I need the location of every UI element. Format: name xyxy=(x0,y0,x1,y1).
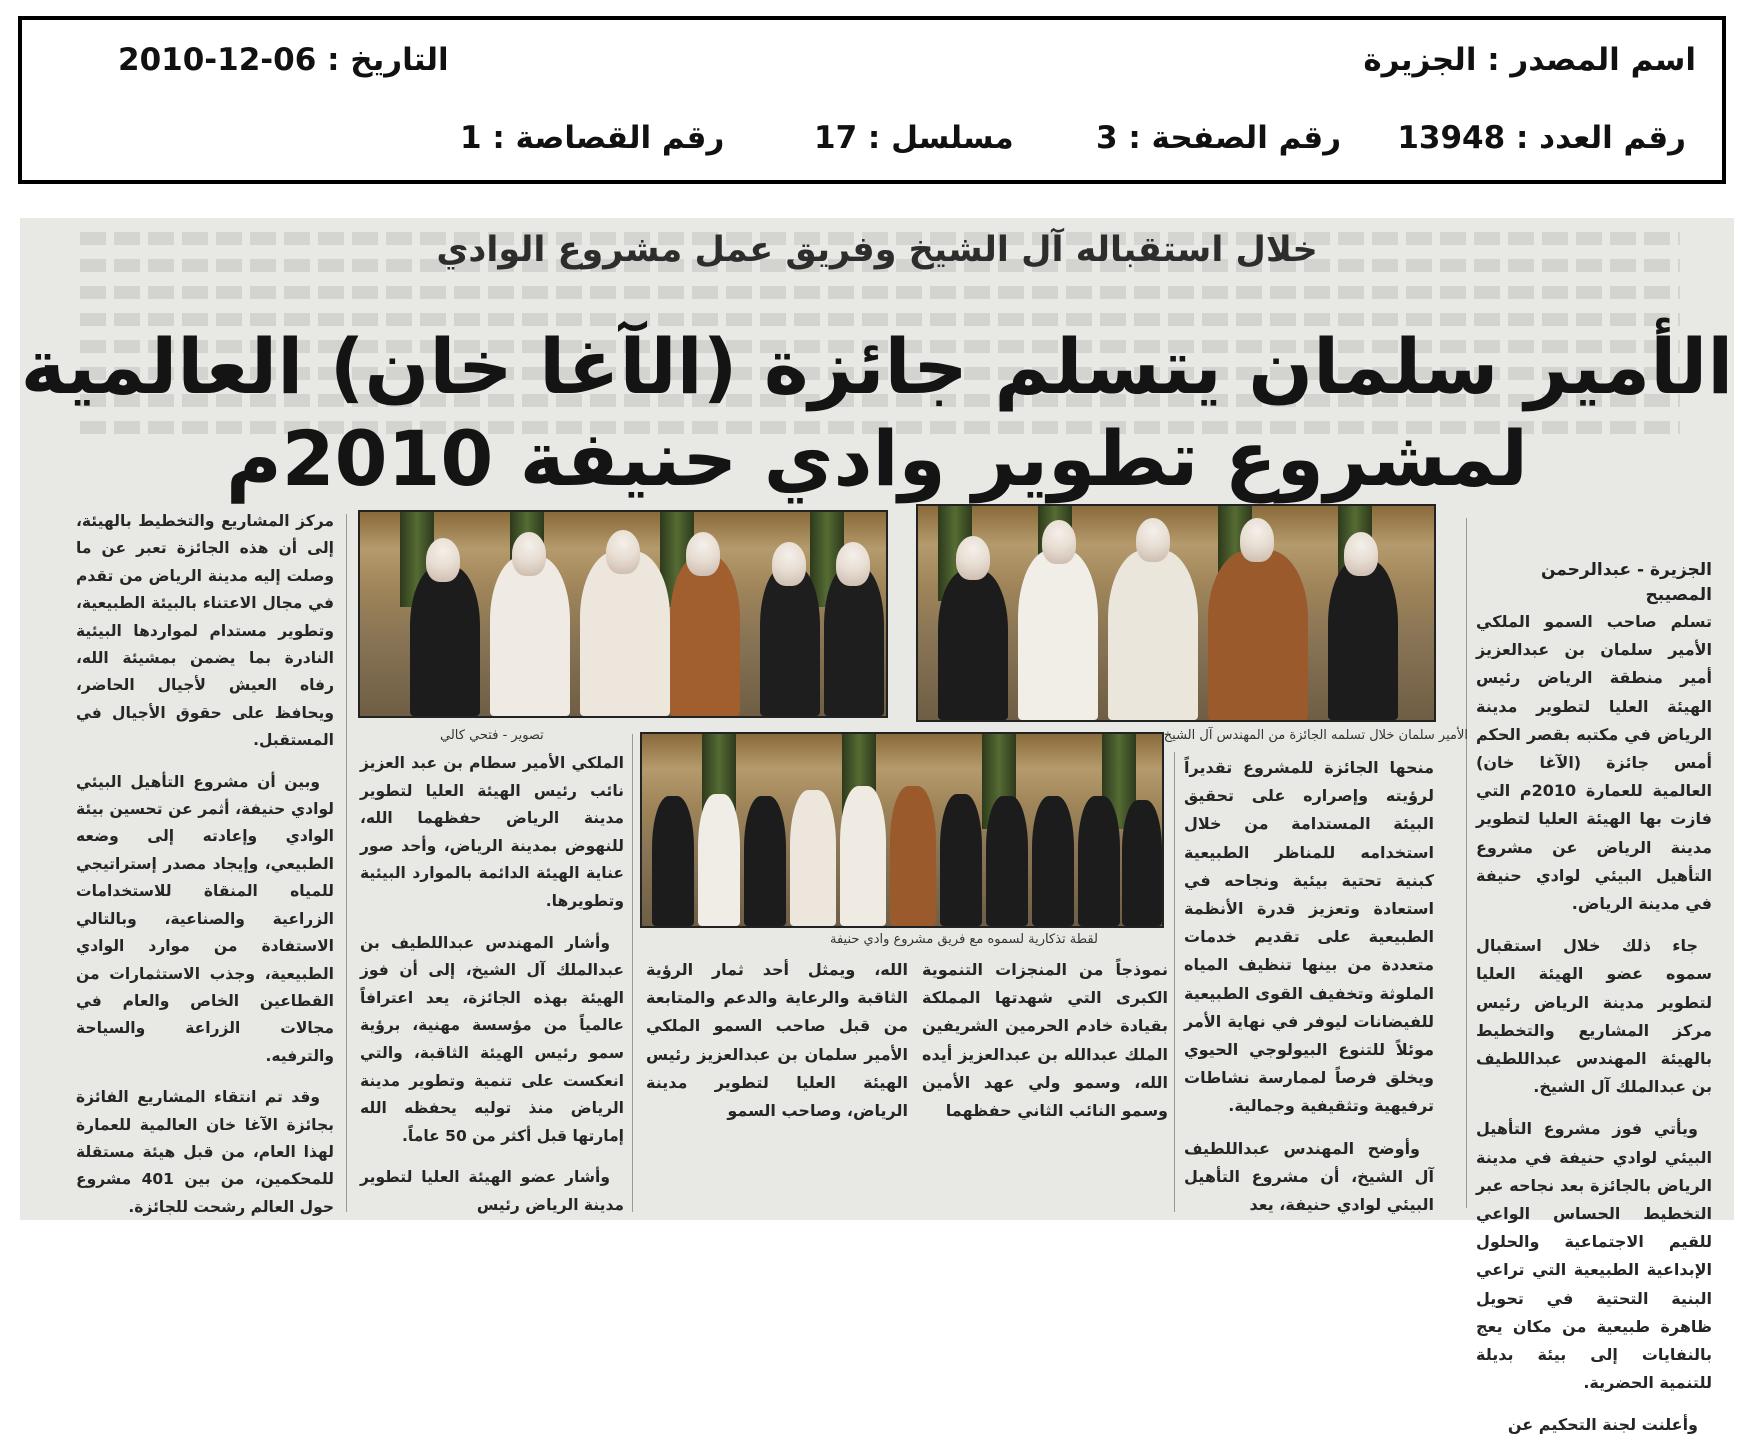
byline: الجزيرة - عبدالرحمن المصيبح xyxy=(1540,560,1712,605)
paragraph: الله، ويمثل أحد ثمار الرؤية الثاقبة والرعاية والدعم والمتابعة من قبل صاحب السمو الملكي الأمير سلمان بن عبدالعزيز رئيس الهيئة العليا لتطوير مدينة الرياض، وصاحب السمو xyxy=(646,960,908,1121)
photo-caption-group: لقطة تذكارية لسموه مع فريق مشروع وادي حنيفة xyxy=(830,932,1098,947)
article-kicker: خلال استقباله آل الشيخ وفريق عمل مشروع الوادي xyxy=(436,230,1318,270)
source-label: اسم المصدر : الجزيرة xyxy=(1363,42,1696,78)
paragraph: وأعلنت لجنة التحكيم عن xyxy=(1507,1415,1698,1435)
paragraph: جاء ذلك خلال استقبال سموه عضو الهيئة العليا لتطوير مدينة الرياض رئيس مركز المشاريع والتخطيط بالهيئة المهندس عبداللطيف بن عبدالملك آل الشيخ. xyxy=(1476,936,1712,1097)
article-column-6 xyxy=(76,508,334,1235)
column-divider xyxy=(1174,752,1175,1212)
photo-credit: تصوير - فتحي كالي xyxy=(440,728,544,743)
paragraph: تسلم صاحب السمو الملكي الأمير سلمان بن عبدالعزيز أمير منطقة الرياض رئيس الهيئة العليا لتطوير مدينة الرياض في مكتبه بقصر الحكم أمس جائزة (الآغا خان) العالمية للعمارة 2010م التي فازت بها الهيئة العليا لتطوير مدينة الرياض عن مشروع التأهيل البيئي لوادي حنيفة في مدينة الرياض. xyxy=(1476,612,1712,914)
award-handover-photo xyxy=(916,504,1436,722)
paragraph: الملكي الأمير سطام بن عبد العزيز نائب رئيس الهيئة العليا لتطوير مدينة الرياض حفظهما الله، للنهوض بمدينة الرياض، وأحد صور عناية الهيئة الدائمة بالموارد البيئية وتطويرها. xyxy=(360,754,624,910)
date-label: التاريخ : 06-12-2010 xyxy=(118,42,449,78)
article-column-5 xyxy=(360,750,624,1234)
serial-number-label: مسلسل : 17 xyxy=(814,120,1014,156)
article-column-3 xyxy=(922,956,1168,1139)
paragraph: وقد تم انتقاء المشاريع الفائزة بجائزة الآغا خان العالمية للعمارة لهذا العام، من قبل هيئة مستقلة للمحكمين، من بين 401 مشروع حول العالم رشحت للجائزة. xyxy=(76,1088,334,1216)
column-divider xyxy=(1466,518,1467,1208)
headline-line-2: لمشروع تطوير وادي حنيفة 2010م xyxy=(226,414,1528,503)
article-column-2 xyxy=(1184,754,1434,1233)
paragraph: مركز المشاريع والتخطيط بالهيئة، إلى أن هذه الجائزة تعبر عن ما وصلت إليه مدينة الرياض من تقدم في مجال الاعتناء بالبيئة الطبيعية، وتطوير مستدام لمواردها البيئية النادرة بما يضمن بمشيئة الله، رفاه العيش لأجيال الحاضر، ويحافظ على حقوق الأجيال في المستقبل. xyxy=(76,512,334,750)
paragraph: وأشار عضو الهيئة العليا لتطوير مدينة الرياض رئيس xyxy=(360,1168,624,1214)
photo-caption-handover: الأمير سلمان خلال تسلمه الجائزة من المهندس آل الشيخ xyxy=(1163,728,1468,743)
issue-number-label: رقم العدد : 13948 xyxy=(1397,120,1686,156)
group-photo xyxy=(640,732,1164,928)
paragraph: وبين أن مشروع التأهيل البيئي لوادي حنيفة، أثمر عن تحسين بيئة الوادي وإعادته إلى وضعه الطبيعي، وإيجاد مصدر إستراتيجي للمياه المنقاة للاستخدامات الزراعية والصناعية، وبالتالي الاستفادة من موارد الوادي الطبيعية، وجذب الاستثمارات من القطاعين الخاص والعام في مجالات الزراعة والسياحة والترفيه. xyxy=(76,772,334,1065)
paragraph: وأشار المهندس عبداللطيف بن عبدالملك آل الشيخ، إلى أن فوز الهيئة بهذه الجائزة، يعد اعترافاً عالمياً من مؤسسة مهنية، برؤية سمو رئيس الهيئة الثاقبة، والتي انعكست على تنمية وتطوير مدينة الرياض منذ توليه يحفظه الله إمارتها قبل أكثر من 50 عاماً. xyxy=(360,933,624,1145)
paragraph: ويأتي فوز مشروع التأهيل البيئي لوادي حنيفة في مدينة الرياض بالجائزة بعد نجاحه عبر التخطيط الحساس الواعي للقيم الاجتماعية والحلول الإبداعية الطبيعية التي تراعي البنية التحتية في تحويل ظاهرة طبيعية من مكان يعج بالنفايات إلى بيئة بديلة للتنمية الحضرية. xyxy=(1476,1119,1712,1393)
clip-number-label: رقم القصاصة : 1 xyxy=(460,120,725,156)
paragraph: منحها الجائزة للمشروع تقديراً لرؤيته وإصراره على تحقيق البيئة المستدامة من خلال استخدامه للمناظر الطبيعية كبنية تحتية بيئية ونجاحه في استعادة وتعزيز قدرة الأنظمة الطبيعية على تقديم خدمات متعددة من بينها تنظيف المياه الملوثة وتخفيف القوى الطبيعية للفيضانات ليوفر في نهاية الأمر موئلاً للتنوع البيولوجي الحيوي ويخلق فرصاً لممارسة نشاطات ترفيهية وتثقيفية وجمالية. xyxy=(1184,758,1434,1116)
column-divider xyxy=(346,514,347,1212)
paragraph: وأوضح المهندس عبداللطيف آل الشيخ، أن مشروع التأهيل البيئي لوادي حنيفة، يعد xyxy=(1184,1138,1434,1215)
page-number-label: رقم الصفحة : 3 xyxy=(1096,120,1342,156)
headline-line-1: الأمير سلمان يتسلم جائزة (الآغا خان) العالمية xyxy=(20,322,1734,411)
paragraph: نموذجاً من المنجزات التنموية الكبرى التي شهدتها المملكة بقيادة خادم الحرمين الشريفين الملك عبدالله بن عبدالعزيز أيده الله، وسمو ولي عهد الأمين وسمو النائب الثاني حفظهما xyxy=(922,960,1168,1121)
column-divider xyxy=(632,734,633,1212)
article-column-4 xyxy=(646,956,908,1139)
award-ceremony-photo xyxy=(358,510,888,718)
article-column-1 xyxy=(1476,608,1712,1454)
newspaper-clipping xyxy=(20,218,1734,1435)
clipping-header-box xyxy=(18,16,1726,184)
